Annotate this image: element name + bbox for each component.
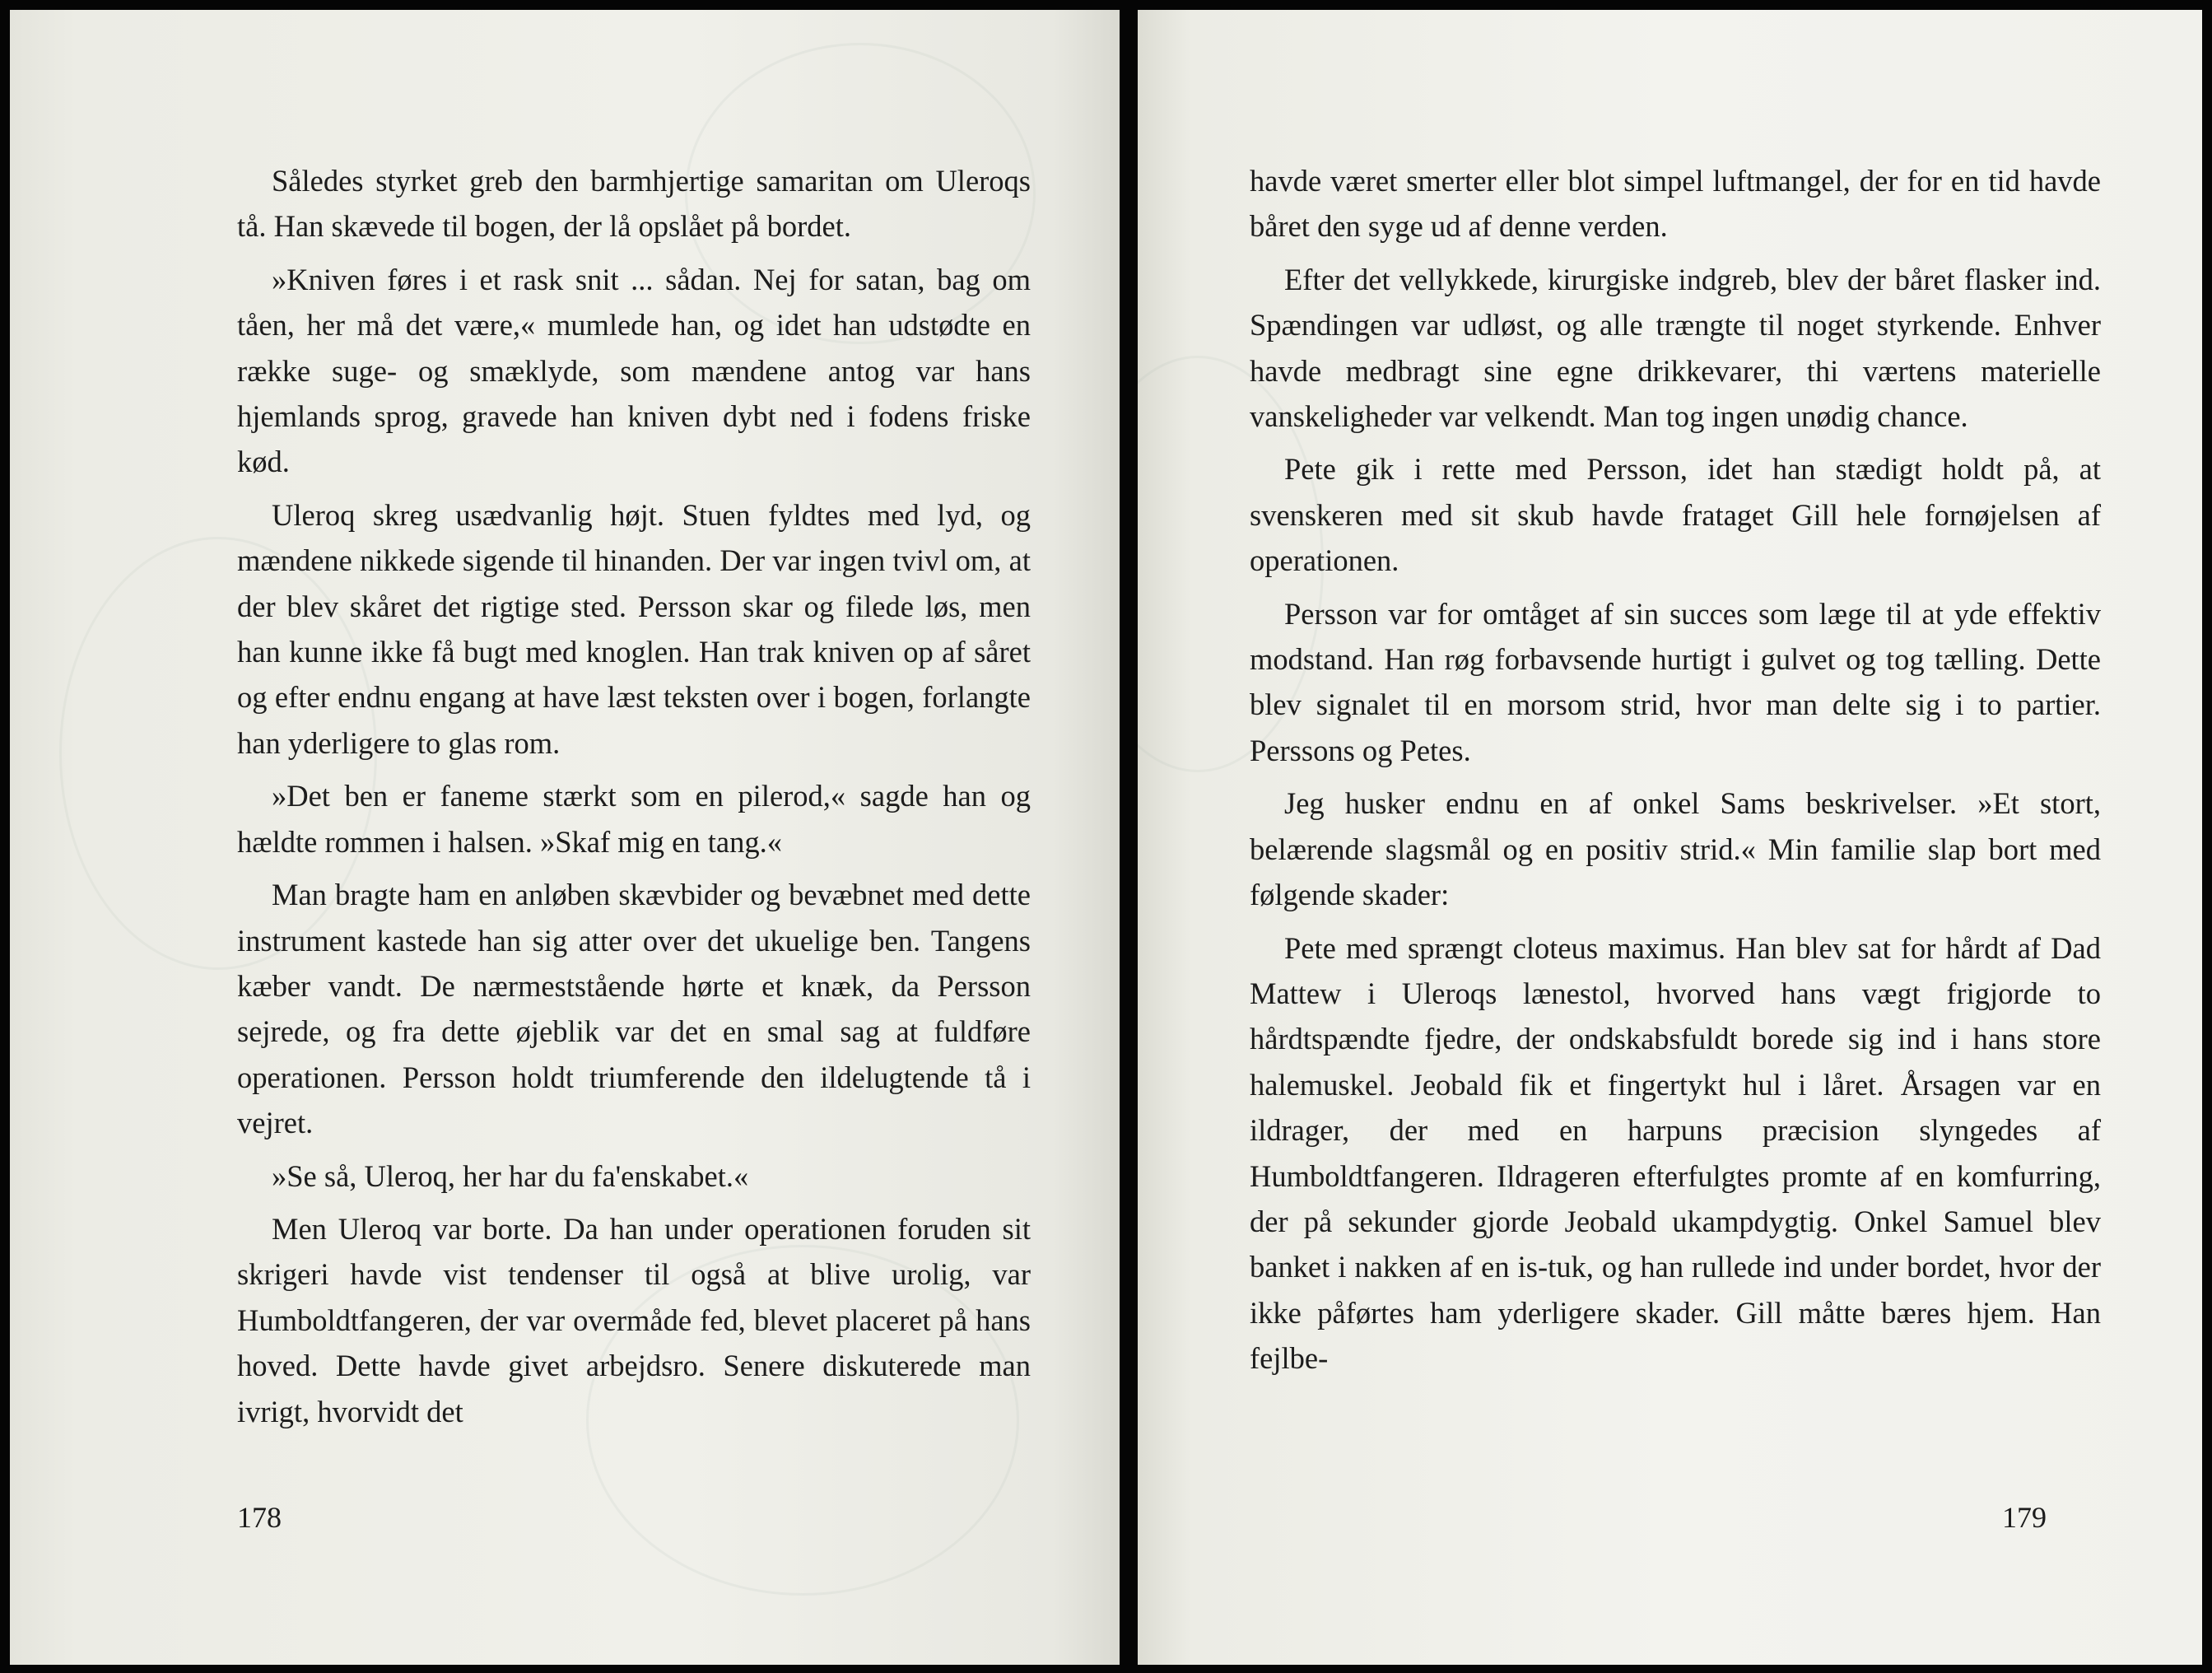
paragraph: Persson var for omtåget af sin succes som læge til at yde effektiv modstand. Han røg forbavsende hurtigt i gulvet og tog tælling. Dette blev signalet til en morsom strid, hvor man delte sig i to partier. Perssons og Petes. <box>1250 596 2101 767</box>
paragraph: Men Uleroq var borte. Da han under operationen foruden sit skrigeri havde vist tendenser til også at blive urolig, var Humboldtfangeren, der var overmåde fed, blevet placeret på hans hoved. Dette havde givet arbejdsro. Senere diskuterede man ivrigt, hvorvidt det <box>237 1211 1031 1428</box>
left-page <box>10 10 1120 1665</box>
paragraph: Pete gik i rette med Persson, idet han stædigt holdt på, at svenskeren med sit skub havde frataget Gill hele fornøjelsen af operationen. <box>1250 452 2101 578</box>
page-number: 179 <box>2002 1501 2047 1534</box>
paragraph: »Kniven føres i et rask snit ... sådan. Nej for satan, bag om tåen, her må det være,« mumlede han, og idet han udstødte en række suge- og smæklyde, som mændene antog var hans hjemlands sprog, gravede han kniven dybt ned i fodens friske kød. <box>237 262 1031 479</box>
right-page-text <box>1250 158 2101 1382</box>
left-page-text <box>237 158 1031 1434</box>
paragraph: »Se så, Uleroq, her har du fa'enskabet.« <box>272 1158 749 1193</box>
paragraph: Således styrket greb den barmhjertige samaritan om Uleroqs tå. Han skævede til bogen, der lå opslået på bordet. <box>237 164 1031 244</box>
paragraph: Uleroq skreg usædvanlig højt. Stuen fyldtes med lyd, og mændene nikkede sigende til hinanden. Der var ingen tvivl om, at der blev skåret det rigtige sted. Persson skar og filede løs, men han kunne ikke få bugt med knoglen. Han trak kniven op af såret og efter endnu engang at have læst teksten over i bogen, forlangte han yderligere to glas rom. <box>237 497 1031 760</box>
paragraph: Man bragte ham en anløben skævbider og bevæbnet med dette instrument kastede han sig atter over det ukuelige ben. Tangens kæber vandt. De nærmeststående hørte et knæk, da Persson sejrede, og fra dette øjeblik var det en smal sag at fuldføre operationen. Persson holdt triumferende den ildelugtende tå i vejret. <box>237 878 1031 1140</box>
paragraph: Jeg husker endnu en af onkel Sams beskrivelser. »Et stort, belærende slagsmål og en positiv strid.« Min familie slap bort med følgende skader: <box>1250 786 2101 912</box>
paragraph: havde været smerter eller blot simpel luftmangel, der for en tid havde båret den syge ud af denne verden. <box>1250 164 2101 244</box>
paragraph: Pete med sprængt cloteus maximus. Han blev sat for hårdt af Dad Mattew i Uleroqs lænestol, hvorved hans vægt frigjorde to hårdtspændte fjedre, der ondskabsfuldt borede sig ind i hans store halemuskel. Jeobald fik et fingertykt hul i låret. Årsagen var en ildrager, der med en harpuns præcision slyngedes af Humboldtfangeren. Ildrageren efterfulgtes promte af en komfurring, der på sekunder gjorde Jeobald ukampdygtig. Onkel Samuel blev banket i nakken af en is-tuk, og han rullede ind under bordet, hvor der ikke påførtes ham yderligere skader. Gill måtte bæres hjem. Han fejlbe- <box>1250 930 2101 1376</box>
page-number: 178 <box>237 1501 282 1534</box>
right-page <box>1138 10 2202 1665</box>
paragraph: Efter det vellykkede, kirurgiske indgreb, blev der båret flasker ind. Spændingen var udløst, og alle trængte til noget styrkende. Enhver havde medbragt sine egne drikkevarer, thi værtens materielle vanskeligheder var velkendt. Man tog ingen unødig chance. <box>1250 262 2101 434</box>
paragraph: »Det ben er faneme stærkt som en pilerod,« sagde han og hældte rommen i halsen. »Skaf mig en tang.« <box>237 779 1031 859</box>
